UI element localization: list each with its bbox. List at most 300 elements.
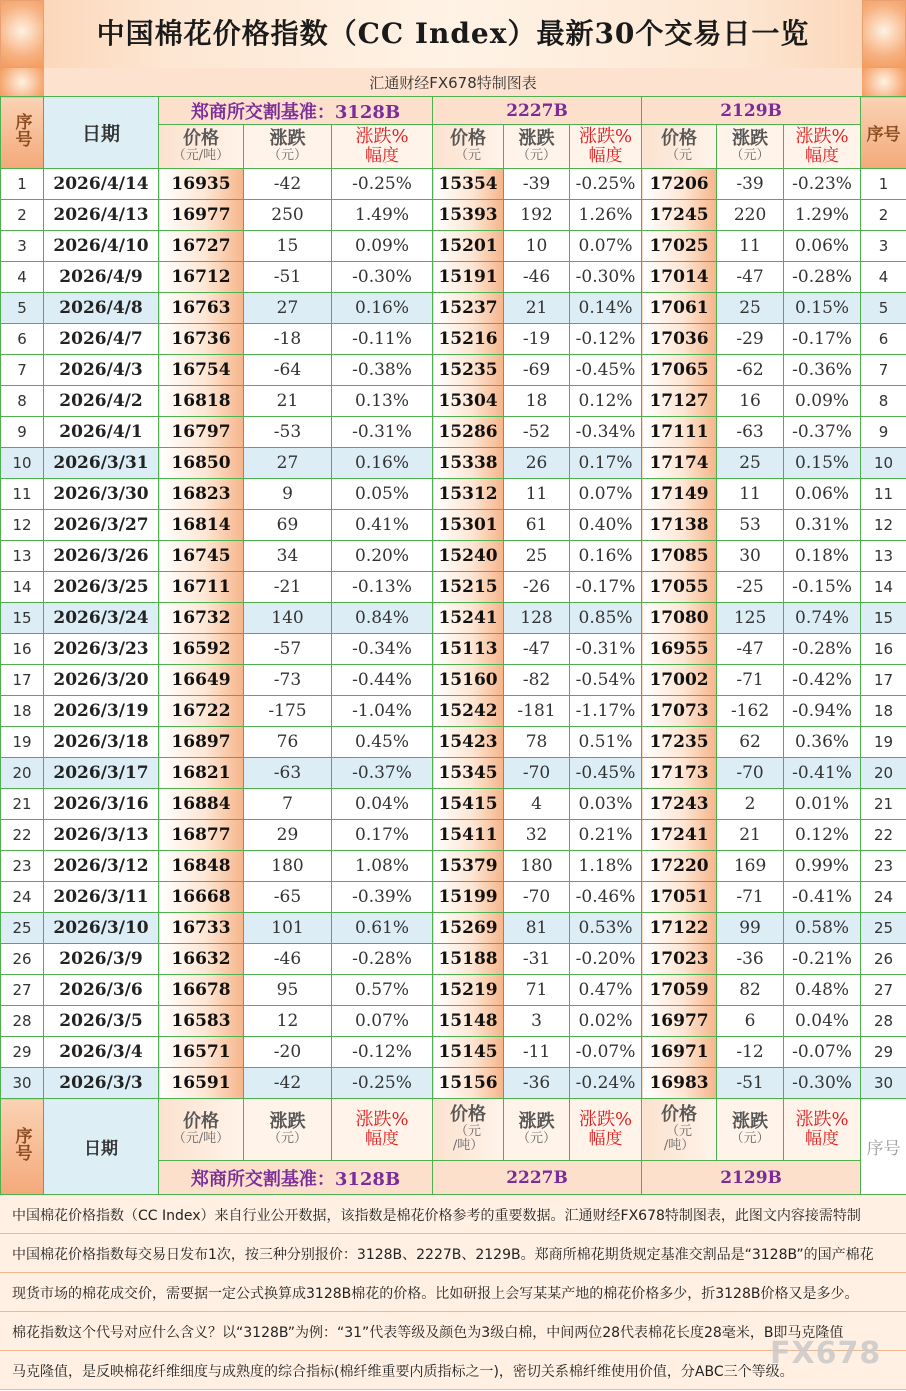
pct-2227b: -0.31% [570,634,642,665]
price-2129b: 17065 [642,355,717,386]
price-3128b: 16678 [159,975,244,1006]
pct-2129b: -0.30% [784,1068,861,1099]
price-3128b: 16897 [159,727,244,758]
change-3128b: 69 [244,510,332,541]
row-index-right: 16 [861,634,906,665]
price-3128b: 16732 [159,603,244,634]
price-2227b: 15269 [433,913,504,944]
price-unit: （元 [666,1124,693,1140]
table-row [1,231,906,262]
note-line: 现货市场的棉花成交价，需要据一定公式换算成3128B棉花的价格。比如研报上会写某某产地的棉花价格多少，折3128B价格又是多少。 [0,1273,906,1312]
row-index: 19 [1,727,44,758]
row-index-right: 14 [861,572,906,603]
change-2129b: -47 [717,262,784,293]
table-row [1,386,906,417]
price-2227b: 15199 [433,882,504,913]
change-2129b: 25 [717,448,784,479]
pct-sub-label: 幅度 [365,1129,400,1150]
row-index: 26 [1,944,44,975]
pct-3128b: -0.25% [332,169,433,200]
change-2129b: 125 [717,603,784,634]
change-2129b: 25 [717,293,784,324]
row-date: 2026/4/8 [44,293,159,324]
corner-small-left [0,68,44,96]
pct-2227b: -0.20% [570,944,642,975]
row-index: 16 [1,634,44,665]
change-2227b: 192 [504,200,570,231]
row-index: 2 [1,200,44,231]
row-index: 7 [1,355,44,386]
pct-3128b: 0.57% [332,975,433,1006]
top-change-header-2 [504,125,570,169]
change-2129b: 30 [717,541,784,572]
change-3128b: 34 [244,541,332,572]
top-pct-header-3 [784,125,861,169]
row-index-right: 23 [861,851,906,882]
row-date: 2026/4/2 [44,386,159,417]
pct-3128b: 0.16% [332,448,433,479]
pct-2129b: 0.99% [784,851,861,882]
price-2129b: 17059 [642,975,717,1006]
price-2227b: 15191 [433,262,504,293]
pct-2129b: 0.18% [784,541,861,572]
change-2129b: -29 [717,324,784,355]
price-2129b: 17080 [642,603,717,634]
price-2129b: 17002 [642,665,717,696]
pct-2227b: 0.02% [570,1006,642,1037]
price-2129b: 17122 [642,913,717,944]
pct-2129b: 0.06% [784,231,861,262]
price-3128b: 16850 [159,448,244,479]
change-label: 涨跌 [518,1111,555,1133]
price-3128b: 16583 [159,1006,244,1037]
pct-label: 涨跌% [355,126,409,148]
table-row [1,913,906,944]
row-date: 2026/4/3 [44,355,159,386]
price-3128b: 16571 [159,1037,244,1068]
bottom-price-header-1 [159,1099,244,1161]
table-row [1,820,906,851]
footer-index-left: 序号 [1,1099,44,1195]
change-2227b: 180 [504,851,570,882]
pct-2227b: -0.54% [570,665,642,696]
pct-2129b: 0.36% [784,727,861,758]
price-2129b: 17138 [642,510,717,541]
change-2227b: 26 [504,448,570,479]
pct-3128b: -0.38% [332,355,433,386]
row-date: 2026/3/30 [44,479,159,510]
change-unit: （元） [517,148,557,164]
price-2129b: 17174 [642,448,717,479]
change-2129b: 21 [717,820,784,851]
price-2129b: 17073 [642,696,717,727]
pct-sub-label: 幅度 [588,1129,623,1150]
price-3128b: 16592 [159,634,244,665]
change-2227b: 3 [504,1006,570,1037]
change-2227b: -36 [504,1068,570,1099]
price-3128b: 16797 [159,417,244,448]
table-row [1,510,906,541]
pct-3128b: -0.34% [332,634,433,665]
row-date: 2026/3/24 [44,603,159,634]
price-3128b: 16649 [159,665,244,696]
change-label: 涨跌 [269,1111,306,1133]
price-unit-bottom: /吨） [452,1138,484,1154]
price-label: 价格 [661,1104,698,1126]
row-index-right: 8 [861,386,906,417]
table-row [1,200,906,231]
price-3128b: 16763 [159,293,244,324]
change-3128b: 7 [244,789,332,820]
price-2227b: 15235 [433,355,504,386]
price-2129b: 17173 [642,758,717,789]
change-3128b: -73 [244,665,332,696]
corner-tile-right [862,0,906,68]
pct-3128b: 1.49% [332,200,433,231]
change-2129b: -162 [717,696,784,727]
row-index-right: 5 [861,293,906,324]
pct-sub-label: 幅度 [805,1129,840,1150]
pct-2129b: -0.37% [784,417,861,448]
row-date: 2026/3/17 [44,758,159,789]
header-index-left: 序号 [1,97,44,169]
change-unit: （元） [517,1131,557,1147]
row-index-right: 7 [861,355,906,386]
change-label: 涨跌 [518,128,555,150]
pct-2227b: 0.51% [570,727,642,758]
change-2129b: 169 [717,851,784,882]
change-2129b: -39 [717,169,784,200]
change-3128b: 95 [244,975,332,1006]
price-3128b: 16848 [159,851,244,882]
table-row [1,355,906,386]
row-index-right: 12 [861,510,906,541]
change-2227b: 128 [504,603,570,634]
row-index-right: 22 [861,820,906,851]
pct-2227b: -0.17% [570,572,642,603]
pct-2227b: -0.12% [570,324,642,355]
pct-2129b: 0.04% [784,1006,861,1037]
change-2227b: -31 [504,944,570,975]
table-row [1,634,906,665]
change-2129b: 16 [717,386,784,417]
price-3128b: 16814 [159,510,244,541]
pct-2227b: 1.18% [570,851,642,882]
change-2129b: -25 [717,572,784,603]
price-2129b: 17235 [642,727,717,758]
change-2227b: -46 [504,262,570,293]
price-3128b: 16591 [159,1068,244,1099]
row-date: 2026/3/20 [44,665,159,696]
price-3128b: 16711 [159,572,244,603]
pct-3128b: 0.20% [332,541,433,572]
row-index: 13 [1,541,44,572]
row-date: 2026/3/12 [44,851,159,882]
price-2227b: 15113 [433,634,504,665]
price-2129b: 17243 [642,789,717,820]
change-3128b: -63 [244,758,332,789]
pct-3128b: 0.09% [332,231,433,262]
row-index-right: 4 [861,262,906,293]
price-2129b: 17036 [642,324,717,355]
price-2227b: 15160 [433,665,504,696]
price-2227b: 15286 [433,417,504,448]
change-2227b: 32 [504,820,570,851]
pct-2227b: -0.34% [570,417,642,448]
pct-2227b: 0.40% [570,510,642,541]
change-unit: （元） [730,148,770,164]
row-index-right: 6 [861,324,906,355]
pct-sub-label: 幅度 [588,146,623,167]
price-3128b: 16821 [159,758,244,789]
price-3128b: 16877 [159,820,244,851]
row-index: 5 [1,293,44,324]
row-index-right: 1 [861,169,906,200]
header-date: 日期 [44,97,159,169]
row-date: 2026/4/1 [44,417,159,448]
row-date: 2026/3/11 [44,882,159,913]
pct-2129b: 0.31% [784,510,861,541]
table-row [1,262,906,293]
change-3128b: -65 [244,882,332,913]
pct-2227b: 0.14% [570,293,642,324]
pct-3128b: -0.13% [332,572,433,603]
pct-3128b: -0.11% [332,324,433,355]
row-date: 2026/3/27 [44,510,159,541]
pct-2129b: -0.28% [784,634,861,665]
change-label: 涨跌 [269,128,306,150]
pct-2129b: -0.15% [784,572,861,603]
pct-3128b: 0.07% [332,1006,433,1037]
price-2227b: 15304 [433,386,504,417]
change-2227b: -82 [504,665,570,696]
row-date: 2026/3/18 [44,727,159,758]
price-3128b: 16823 [159,479,244,510]
change-3128b: 12 [244,1006,332,1037]
price-unit: （元/吨） [172,148,230,164]
pct-2227b: 0.85% [570,603,642,634]
page-title: 中国棉花价格指数（CC Index）最新30个交易日一览 [96,17,810,50]
pct-2129b: 1.29% [784,200,861,231]
price-label: 价格 [450,128,487,150]
table-row [1,1068,906,1099]
row-index-right: 3 [861,231,906,262]
top-pct-header-1 [332,125,433,169]
corner-small-right [862,68,906,96]
change-3128b: -21 [244,572,332,603]
change-3128b: 21 [244,386,332,417]
table-row [1,1006,906,1037]
pct-sub-label: 幅度 [805,146,840,167]
note-line: 中国棉花价格指数（CC Index）来自行业公开数据，该指数是棉花价格参考的重要数据。汇通财经FX678特制图表，此图文内容接需特制 [0,1195,906,1234]
pct-3128b: -0.25% [332,1068,433,1099]
price-2129b: 17111 [642,417,717,448]
bottom-change-header-2 [504,1099,570,1161]
change-unit: （元） [730,1131,770,1147]
price-label: 价格 [183,128,219,150]
price-3128b: 16754 [159,355,244,386]
pct-label: 涨跌% [578,126,633,148]
change-3128b: 250 [244,200,332,231]
pct-3128b: 0.13% [332,386,433,417]
pct-2129b: -0.41% [784,758,861,789]
pct-2129b: -0.42% [784,665,861,696]
price-3128b: 16745 [159,541,244,572]
top-change-header-1 [244,125,332,169]
row-date: 2026/4/13 [44,200,159,231]
table-row [1,975,906,1006]
price-2129b: 17051 [642,882,717,913]
change-2227b: -47 [504,634,570,665]
change-2227b: -39 [504,169,570,200]
row-index-right: 10 [861,448,906,479]
table-row [1,324,906,355]
note-line: 棉花指数这个代号对应什么含义？以“3128B”为例：“31”代表等级及颜色为3级白棉，中间两位28代表棉花长度28毫米，B即马克隆值 [0,1312,906,1351]
change-2227b: 25 [504,541,570,572]
footer-group-2129b: 2129B [642,1161,861,1195]
change-2129b: -63 [717,417,784,448]
row-index: 15 [1,603,44,634]
table-row [1,944,906,975]
change-2129b: -36 [717,944,784,975]
row-index: 3 [1,231,44,262]
price-2227b: 15393 [433,200,504,231]
pct-2129b: 0.12% [784,820,861,851]
bottom-pct-header-3 [784,1099,861,1161]
pct-3128b: 0.84% [332,603,433,634]
change-label: 涨跌 [732,128,769,150]
pct-2129b: 0.74% [784,603,861,634]
row-date: 2026/4/10 [44,231,159,262]
row-index: 18 [1,696,44,727]
table-row [1,479,906,510]
bottom-price-header-3 [642,1099,717,1161]
pct-3128b: 0.61% [332,913,433,944]
price-2129b: 17055 [642,572,717,603]
pct-2129b: -0.94% [784,696,861,727]
price-2227b: 15148 [433,1006,504,1037]
price-2227b: 15188 [433,944,504,975]
row-date: 2026/3/16 [44,789,159,820]
pct-2227b: -1.17% [570,696,642,727]
row-date: 2026/4/7 [44,324,159,355]
row-index-right: 15 [861,603,906,634]
row-index-right: 17 [861,665,906,696]
pct-label: 涨跌% [795,1109,849,1131]
price-2227b: 15241 [433,603,504,634]
change-unit: （元） [267,148,307,164]
row-index-right: 13 [861,541,906,572]
row-index-right: 25 [861,913,906,944]
note-line: 中国棉花价格指数每交易日发布1次，按三种分别报价：3128B、2227B、2129B。郑商所棉花期货规定基准交割品是“3128B”的国产棉花 [0,1234,906,1273]
change-3128b: 140 [244,603,332,634]
price-3128b: 16727 [159,231,244,262]
bottom-price-header-2 [433,1099,504,1161]
row-index: 9 [1,417,44,448]
table-row [1,1037,906,1068]
change-2129b: 11 [717,231,784,262]
change-3128b: 15 [244,231,332,262]
change-2129b: -71 [717,665,784,696]
price-3128b: 16712 [159,262,244,293]
change-2129b: 53 [717,510,784,541]
change-2129b: -70 [717,758,784,789]
price-2227b: 15411 [433,820,504,851]
pct-3128b: -0.12% [332,1037,433,1068]
price-2129b: 16955 [642,634,717,665]
row-index-right: 21 [861,789,906,820]
row-date: 2026/3/5 [44,1006,159,1037]
change-2227b: 4 [504,789,570,820]
pct-2227b: 0.16% [570,541,642,572]
change-3128b: -46 [244,944,332,975]
table-row [1,789,906,820]
pct-3128b: 0.45% [332,727,433,758]
row-index-right: 28 [861,1006,906,1037]
pct-3128b: 0.17% [332,820,433,851]
pct-2227b: 0.03% [570,789,642,820]
pct-2227b: -0.45% [570,758,642,789]
row-index-right: 27 [861,975,906,1006]
table-row [1,851,906,882]
change-2227b: 18 [504,386,570,417]
pct-2227b: -0.30% [570,262,642,293]
price-3128b: 16733 [159,913,244,944]
change-3128b: -175 [244,696,332,727]
change-2227b: -70 [504,882,570,913]
change-2129b: 99 [717,913,784,944]
table-row [1,541,906,572]
change-3128b: 9 [244,479,332,510]
price-2227b: 15201 [433,231,504,262]
pct-2227b: 0.21% [570,820,642,851]
price-3128b: 16818 [159,386,244,417]
top-price-header-2 [433,125,504,169]
row-index: 14 [1,572,44,603]
change-2227b: -52 [504,417,570,448]
change-3128b: 76 [244,727,332,758]
table-row [1,665,906,696]
row-index-right: 9 [861,417,906,448]
change-2129b: -47 [717,634,784,665]
bottom-change-header-1 [244,1099,332,1161]
header-group-3128b: 郑商所交割基准：3128B [159,97,433,125]
price-2227b: 15240 [433,541,504,572]
price-unit: （元/吨） [172,1131,230,1147]
price-2129b: 17085 [642,541,717,572]
footer-date: 日期 [44,1099,159,1195]
row-date: 2026/4/14 [44,169,159,200]
row-index-right: 29 [861,1037,906,1068]
pct-2129b: 0.06% [784,479,861,510]
pct-2129b: -0.36% [784,355,861,386]
change-2227b: -70 [504,758,570,789]
change-2227b: -11 [504,1037,570,1068]
change-2227b: -181 [504,696,570,727]
price-2227b: 15216 [433,324,504,355]
change-2129b: -71 [717,882,784,913]
row-index: 20 [1,758,44,789]
price-2227b: 15423 [433,727,504,758]
change-3128b: 180 [244,851,332,882]
pct-3128b: -0.39% [332,882,433,913]
change-2129b: 82 [717,975,784,1006]
pct-2129b: 0.15% [784,293,861,324]
row-index: 30 [1,1068,44,1099]
pct-3128b: 0.04% [332,789,433,820]
change-2227b: 10 [504,231,570,262]
table-row [1,169,906,200]
